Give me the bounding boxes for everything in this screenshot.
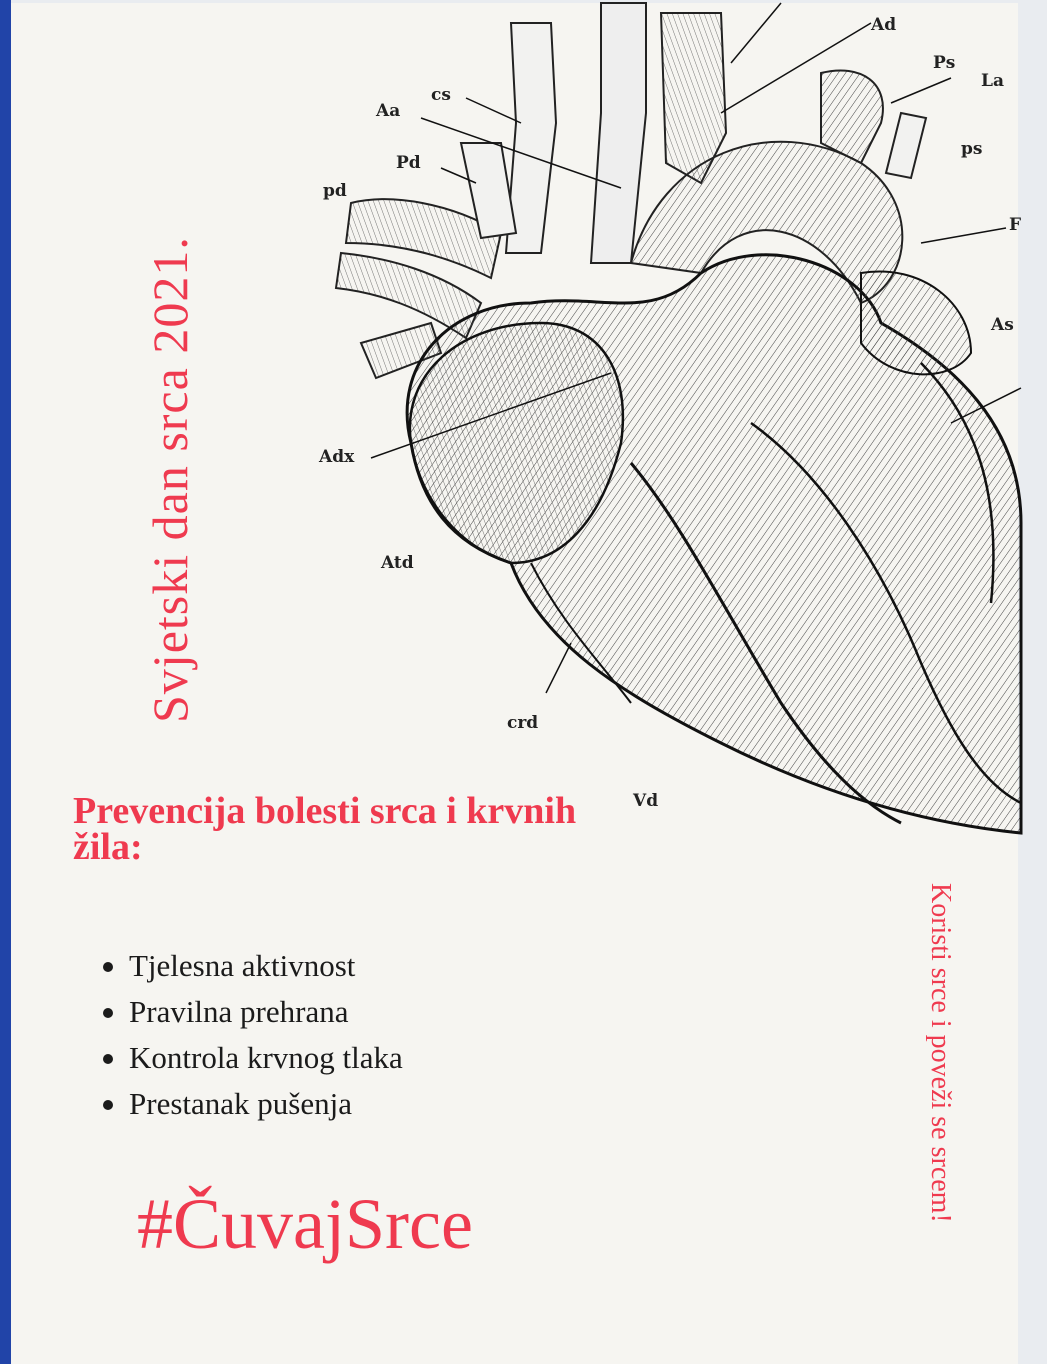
prevention-heading: Prevencija bolesti srca i krvnih žila:	[73, 790, 577, 868]
list-item: Kontrola krvnog tlaka	[99, 1035, 403, 1081]
heart-label-ps-upper: Ps	[933, 53, 956, 73]
list-item: Tjelesna aktivnost	[99, 943, 403, 989]
heart-label-ps-lower: ps	[961, 139, 983, 159]
heart-label-crd: crd	[507, 713, 539, 733]
heart-label-ad: Ad	[871, 15, 897, 35]
heart-label-vd: Vd	[633, 791, 659, 811]
hashtag: #ČuvajSrce	[137, 1184, 473, 1264]
bullet-icon	[103, 1054, 113, 1064]
heart-label-pd-upper: Pd	[396, 153, 421, 173]
heart-illustration	[301, 3, 1021, 843]
heart-label-la: La	[981, 71, 1004, 91]
heart-label-atd: Atd	[381, 553, 414, 573]
heart-label-as: As	[991, 315, 1014, 335]
left-blue-bar	[0, 0, 11, 1364]
list-item: Prestanak pušenja	[99, 1081, 403, 1127]
prevention-list	[99, 943, 403, 1127]
anatomical-heart-drawing	[301, 3, 1021, 843]
heart-label-cs: cs	[431, 85, 451, 105]
bullet-icon	[103, 1008, 113, 1018]
heart-label-aa: Aa	[376, 101, 401, 121]
bullet-icon	[103, 1100, 113, 1110]
vertical-title: Svjetski dan srca 2021.	[142, 236, 198, 723]
heart-label-f: F	[1009, 215, 1022, 235]
bullet-icon	[103, 962, 113, 972]
heart-label-pd-lower: pd	[323, 181, 347, 201]
poster	[11, 3, 1022, 1364]
heart-label-adx: Adx	[319, 447, 355, 467]
side-slogan: Koristi srce i poveži se srcem!	[925, 883, 956, 1223]
list-item: Pravilna prehrana	[99, 989, 403, 1035]
